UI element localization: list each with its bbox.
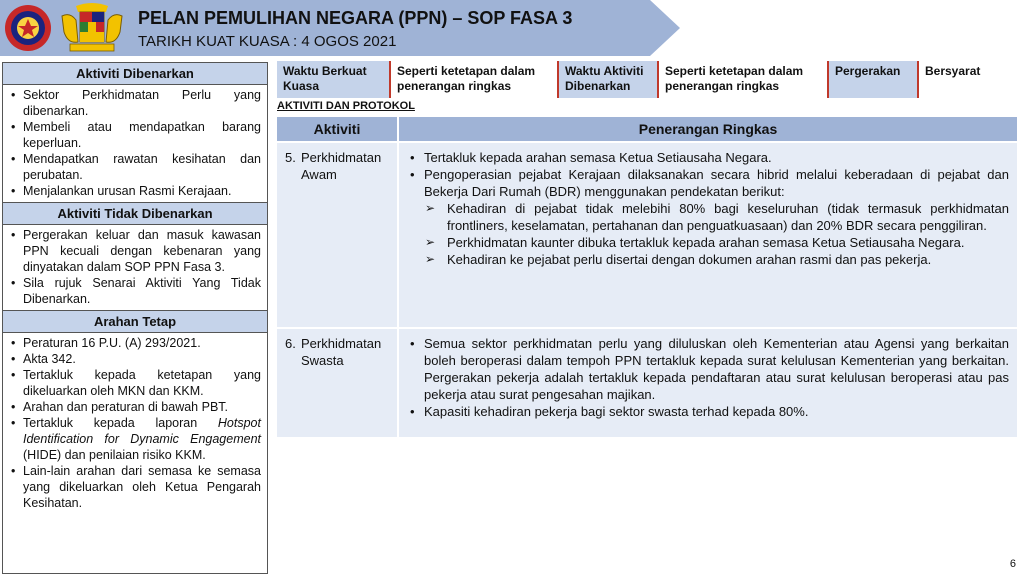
list-item: • Pergerakan keluar dan masuk kawasan PPN kecuali dengan kebenaran yang dinyatakan dalam SOP PPN Fasa 3. (9, 227, 261, 275)
activity-cell (277, 329, 399, 437)
standing-directives-list (3, 333, 267, 514)
list-item: ➢ Kehadiran ke pejabat perlu disertai dengan dokumen arahan rasmi dan pas pekerja. (407, 251, 1009, 268)
table-row (277, 141, 1017, 327)
list-item: • Pengoperasian pejabat Kerajaan dilaksanakan secara hibrid melalui keberadaan di pejabat dan Bekerja Dari Rumah (BDR) menggunakan pendekatan berikut: (407, 166, 1009, 200)
activity-table (277, 117, 1017, 437)
activity-name: Swasta (301, 353, 344, 368)
allowed-activities-heading: Aktiviti Dibenarkan (3, 63, 267, 85)
list-item: • Sila rujuk Senarai Aktiviti Yang Tidak Dibenarkan. (9, 275, 261, 307)
list-item: • Lain-lain arahan dari semasa ke semasa yang dikeluarkan oleh Ketua Pengarah Kesihatan. (9, 463, 261, 511)
list-item: • Akta 342. (9, 351, 261, 367)
activity-name: Perkhidmatan (301, 150, 382, 165)
movement-label: Pergerakan (829, 61, 919, 98)
list-item: • Tertakluk kepada arahan semasa Ketua Setiausaha Negara. (407, 149, 1009, 166)
description-cell (399, 329, 1017, 437)
description-cell (399, 143, 1017, 327)
activity-name: Perkhidmatan (301, 336, 382, 351)
list-item (9, 415, 261, 463)
list-item: • Sektor Perkhidmatan Perlu yang dibenarkan. (9, 87, 261, 119)
list-item: • Tertakluk kepada ketetapan yang dikeluarkan oleh MKN dan KKM. (9, 367, 261, 399)
row-number: 6. (285, 336, 296, 351)
effective-date: TARIKH KUAT KUASA : 4 OGOS 2021 (138, 33, 397, 50)
allowed-activities-list (3, 85, 267, 202)
mkn-emblem-icon (4, 4, 52, 52)
list-item: ➢ Perkhidmatan kaunter dibuka tertakluk kepada arahan semasa Ketua Setiausaha Negara. (407, 234, 1009, 251)
directive-text: (HIDE) dan penilaian risiko KKM. (23, 448, 206, 462)
row-number: 5. (285, 150, 296, 165)
hours-label: Waktu Berkuat Kuasa (277, 61, 391, 98)
list-item: • Arahan dan peraturan di bawah PBT. (9, 399, 261, 415)
page-title: PELAN PEMULIHAN NEGARA (PPN) – SOP FASA 3 (138, 8, 573, 28)
info-row (277, 61, 1017, 98)
table-header (277, 117, 1017, 141)
column-header-activity: Aktiviti (277, 117, 399, 141)
directive-emphasis: Hotspot Identification for Dynamic Engagement (23, 416, 261, 446)
section-label: AKTIVITI DAN PROTOKOL (277, 100, 415, 112)
activity-time-label: Waktu Aktiviti Dibenarkan (559, 61, 659, 98)
list-item: • Membeli atau mendapatkan barang keperluan. (9, 119, 261, 151)
directive-text: Tertakluk kepada laporan (23, 416, 218, 430)
list-item: • Semua sektor perkhidmatan perlu yang diluluskan oleh Kementerian atau Agensi yang berkaitan boleh beroperasi dalam tempoh PPN tertakluk kepada surat kelulusan Kementerian yang berkaitan. Pergerakan pekerja adalah tertakluk kepada pendaftaran atau surat kelulusan beroperasi atau pas pekerja atau surat pengesahan majikan. (407, 335, 1009, 403)
page-number: 6 (1009, 558, 1016, 570)
not-allowed-activities-heading: Aktiviti Tidak Dibenarkan (3, 202, 267, 225)
list-item: • Menjalankan urusan Rasmi Kerajaan. (9, 183, 261, 199)
coat-of-arms-icon (56, 2, 128, 54)
activity-time-value: Seperti ketetapan dalam penerangan ringkas (659, 61, 829, 98)
activity-cell (277, 143, 399, 327)
hours-value: Seperti ketetapan dalam penerangan ringkas (391, 61, 559, 98)
movement-value: Bersyarat (919, 61, 1017, 98)
not-allowed-activities-list (3, 225, 267, 310)
activity-name: Awam (301, 167, 337, 182)
list-item: • Mendapatkan rawatan kesihatan dan perubatan. (9, 151, 261, 183)
column-header-description: Penerangan Ringkas (638, 121, 778, 137)
list-item: • Kapasiti kehadiran pekerja bagi sektor swasta terhad kepada 80%. (407, 403, 1009, 420)
table-row (277, 327, 1017, 437)
standing-directives-heading: Arahan Tetap (3, 310, 267, 333)
list-item: ➢ Kehadiran di pejabat tidak melebihi 80% bagi keseluruhan (tidak termasuk perkhidmatan frontliners, keselamatan, pertahanan dan penguatkuasaan) dan 20% BDR secara penggiliran. (407, 200, 1009, 234)
left-panel (2, 62, 268, 574)
list-item: • Peraturan 16 P.U. (A) 293/2021. (9, 335, 261, 351)
